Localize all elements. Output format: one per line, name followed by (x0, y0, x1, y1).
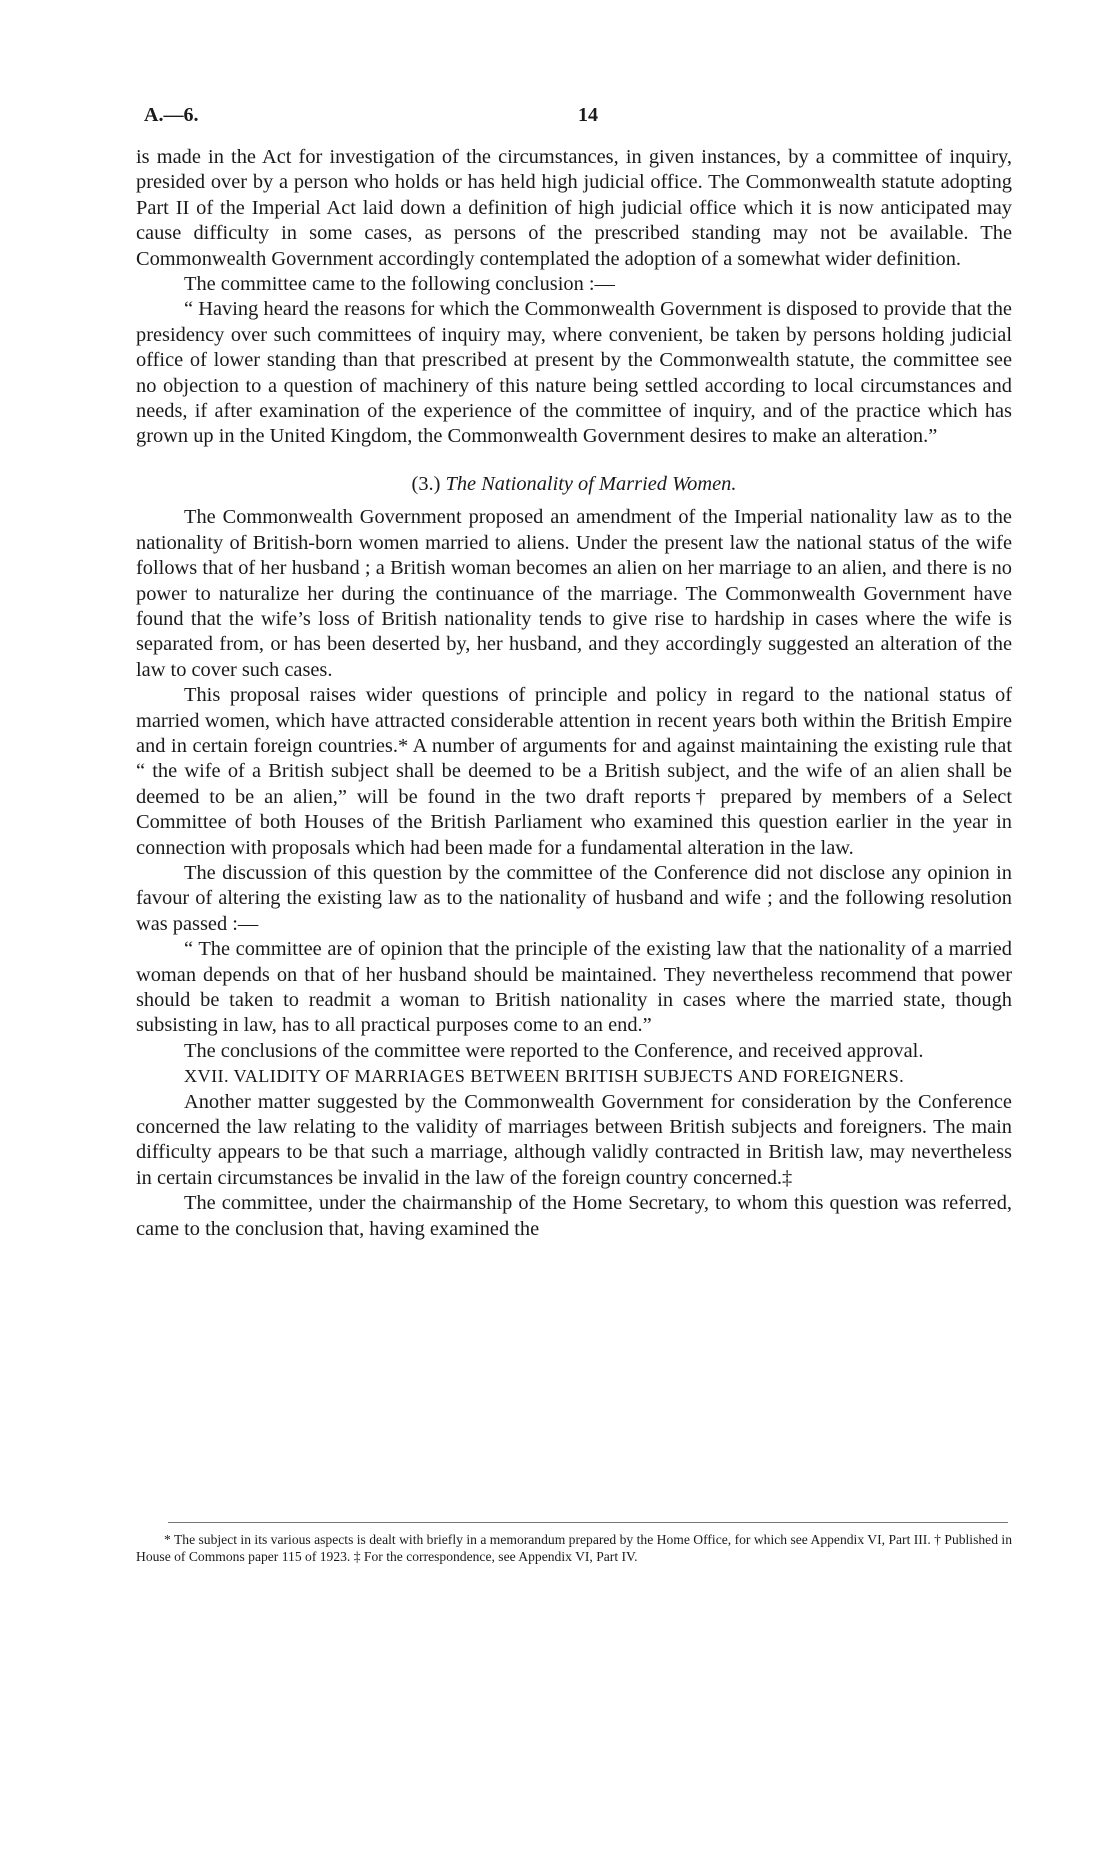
body-text (136, 145, 1012, 1242)
quoted-conclusion: “ Having heard the reasons for which the Commonwealth Government is disposed to provide that the presidency over such committees of inquiry may, where convenient, be taken by persons holding judicial office of lower standing than that prescribed at present by the Commonwealth statute, the committee see no objection to a question of machinery of this nature being settled according to local circumstances and needs, if after examination of the experience of the committee of inquiry, and of the practice which has grown up in the United Kingdom, the Commonwealth Government desires to make an alteration.” (136, 298, 1012, 448)
page-number: 14 (578, 104, 598, 126)
section-title: The Nationality of Married Women. (445, 472, 737, 495)
paragraph: The discussion of this question by the committee of the Conference did not disclose any opinion in favour of altering the existing law as to the nationality of husband and wife ; and the following resolution was passed :— (136, 861, 1012, 935)
paragraph: The conclusions of the committee were reported to the Conference, and received approval. (184, 1039, 924, 1062)
section-heading-xvii: XVII. VALIDITY OF MARRIAGES BETWEEN BRITISH SUBJECTS AND FOREIGNERS. (184, 1066, 905, 1087)
section-number: (3.) (411, 472, 441, 495)
footnote-text: * The subject in its various aspects is dealt with briefly in a memorandum prepared by the Home Office, for which see Appendix VI, Part III. † Published in House of Commons paper 115 of 1923. ‡ For the correspondence, see Appendix VI, Part IV. (136, 1532, 1012, 1564)
paragraph: The Commonwealth Government proposed an amendment of the Imperial nationality law as to the nationality of British-born women married to aliens. Under the present law the national status of the wife follows that of her husband ; a British woman becomes an alien on her marriage to an alien, and there is no power to naturalize her during the continuance of the marriage. The Commonwealth Government have found that the wife’s loss of British nationality tends to give rise to hardship in cases where the wife is separated from, or has been deserted by, her husband, and they accordingly suggested an alteration of the law to cover such cases. (136, 506, 1012, 681)
footnotes (136, 1531, 1012, 1565)
paragraph: The committee came to the following conclusion :— (184, 273, 615, 296)
document-reference: A.—6. (144, 104, 199, 126)
section-heading-3 (136, 472, 1012, 497)
paragraph: This proposal raises wider questions of principle and policy in regard to the national status of married women, which have attracted considerable attention in recent years both within the British Empire and in certain foreign countries.* A number of arguments for and against maintaining the existing rule that “ the wife of a British subject shall be deemed to be a British subject, and the wife of an alien shall be deemed to be an alien,” will be found in the two draft reports† prepared by members of a Select Committee of both Houses of the British Parliament who examined this question earlier in the year in connection with proposals which had been made for a fundamental alteration in the law. (136, 684, 1012, 859)
paragraph: Another matter suggested by the Commonwealth Government for consideration by the Conference concerned the law relating to the validity of marriages between British subjects and foreigners. The main difficulty appears to be that such a marriage, although validly contracted in British law, may nevertheless in certain circumstances be invalid in the law of the foreign country concerned.‡ (136, 1090, 1012, 1189)
footnote-divider (168, 1522, 1008, 1523)
page-header (144, 104, 1004, 134)
quoted-resolution: “ The committee are of opinion that the principle of the existing law that the nationality of a married woman depends on that of her husband should be maintained. They nevertheless recommend that power should be taken to readmit a woman to British nationality in cases where the married state, though subsisting in law, has to all practical purposes come to an end.” (136, 938, 1012, 1037)
paragraph: The committee, under the chairmanship of the Home Secretary, to whom this question was referred, came to the conclusion that, having examined the (136, 1192, 1012, 1240)
paragraph-continued: is made in the Act for investigation of the circumstances, in given instances, by a committee of inquiry, presided over by a person who holds or has held high judicial office. The Commonwealth statute adopting Part II of the Imperial Act laid down a definition of high judicial office which it is now anticipated may cause difficulty in some cases, as persons of the prescribed standing may not be available. The Commonwealth Government accordingly contemplated the adoption of a somewhat wider definition. (136, 146, 1012, 270)
